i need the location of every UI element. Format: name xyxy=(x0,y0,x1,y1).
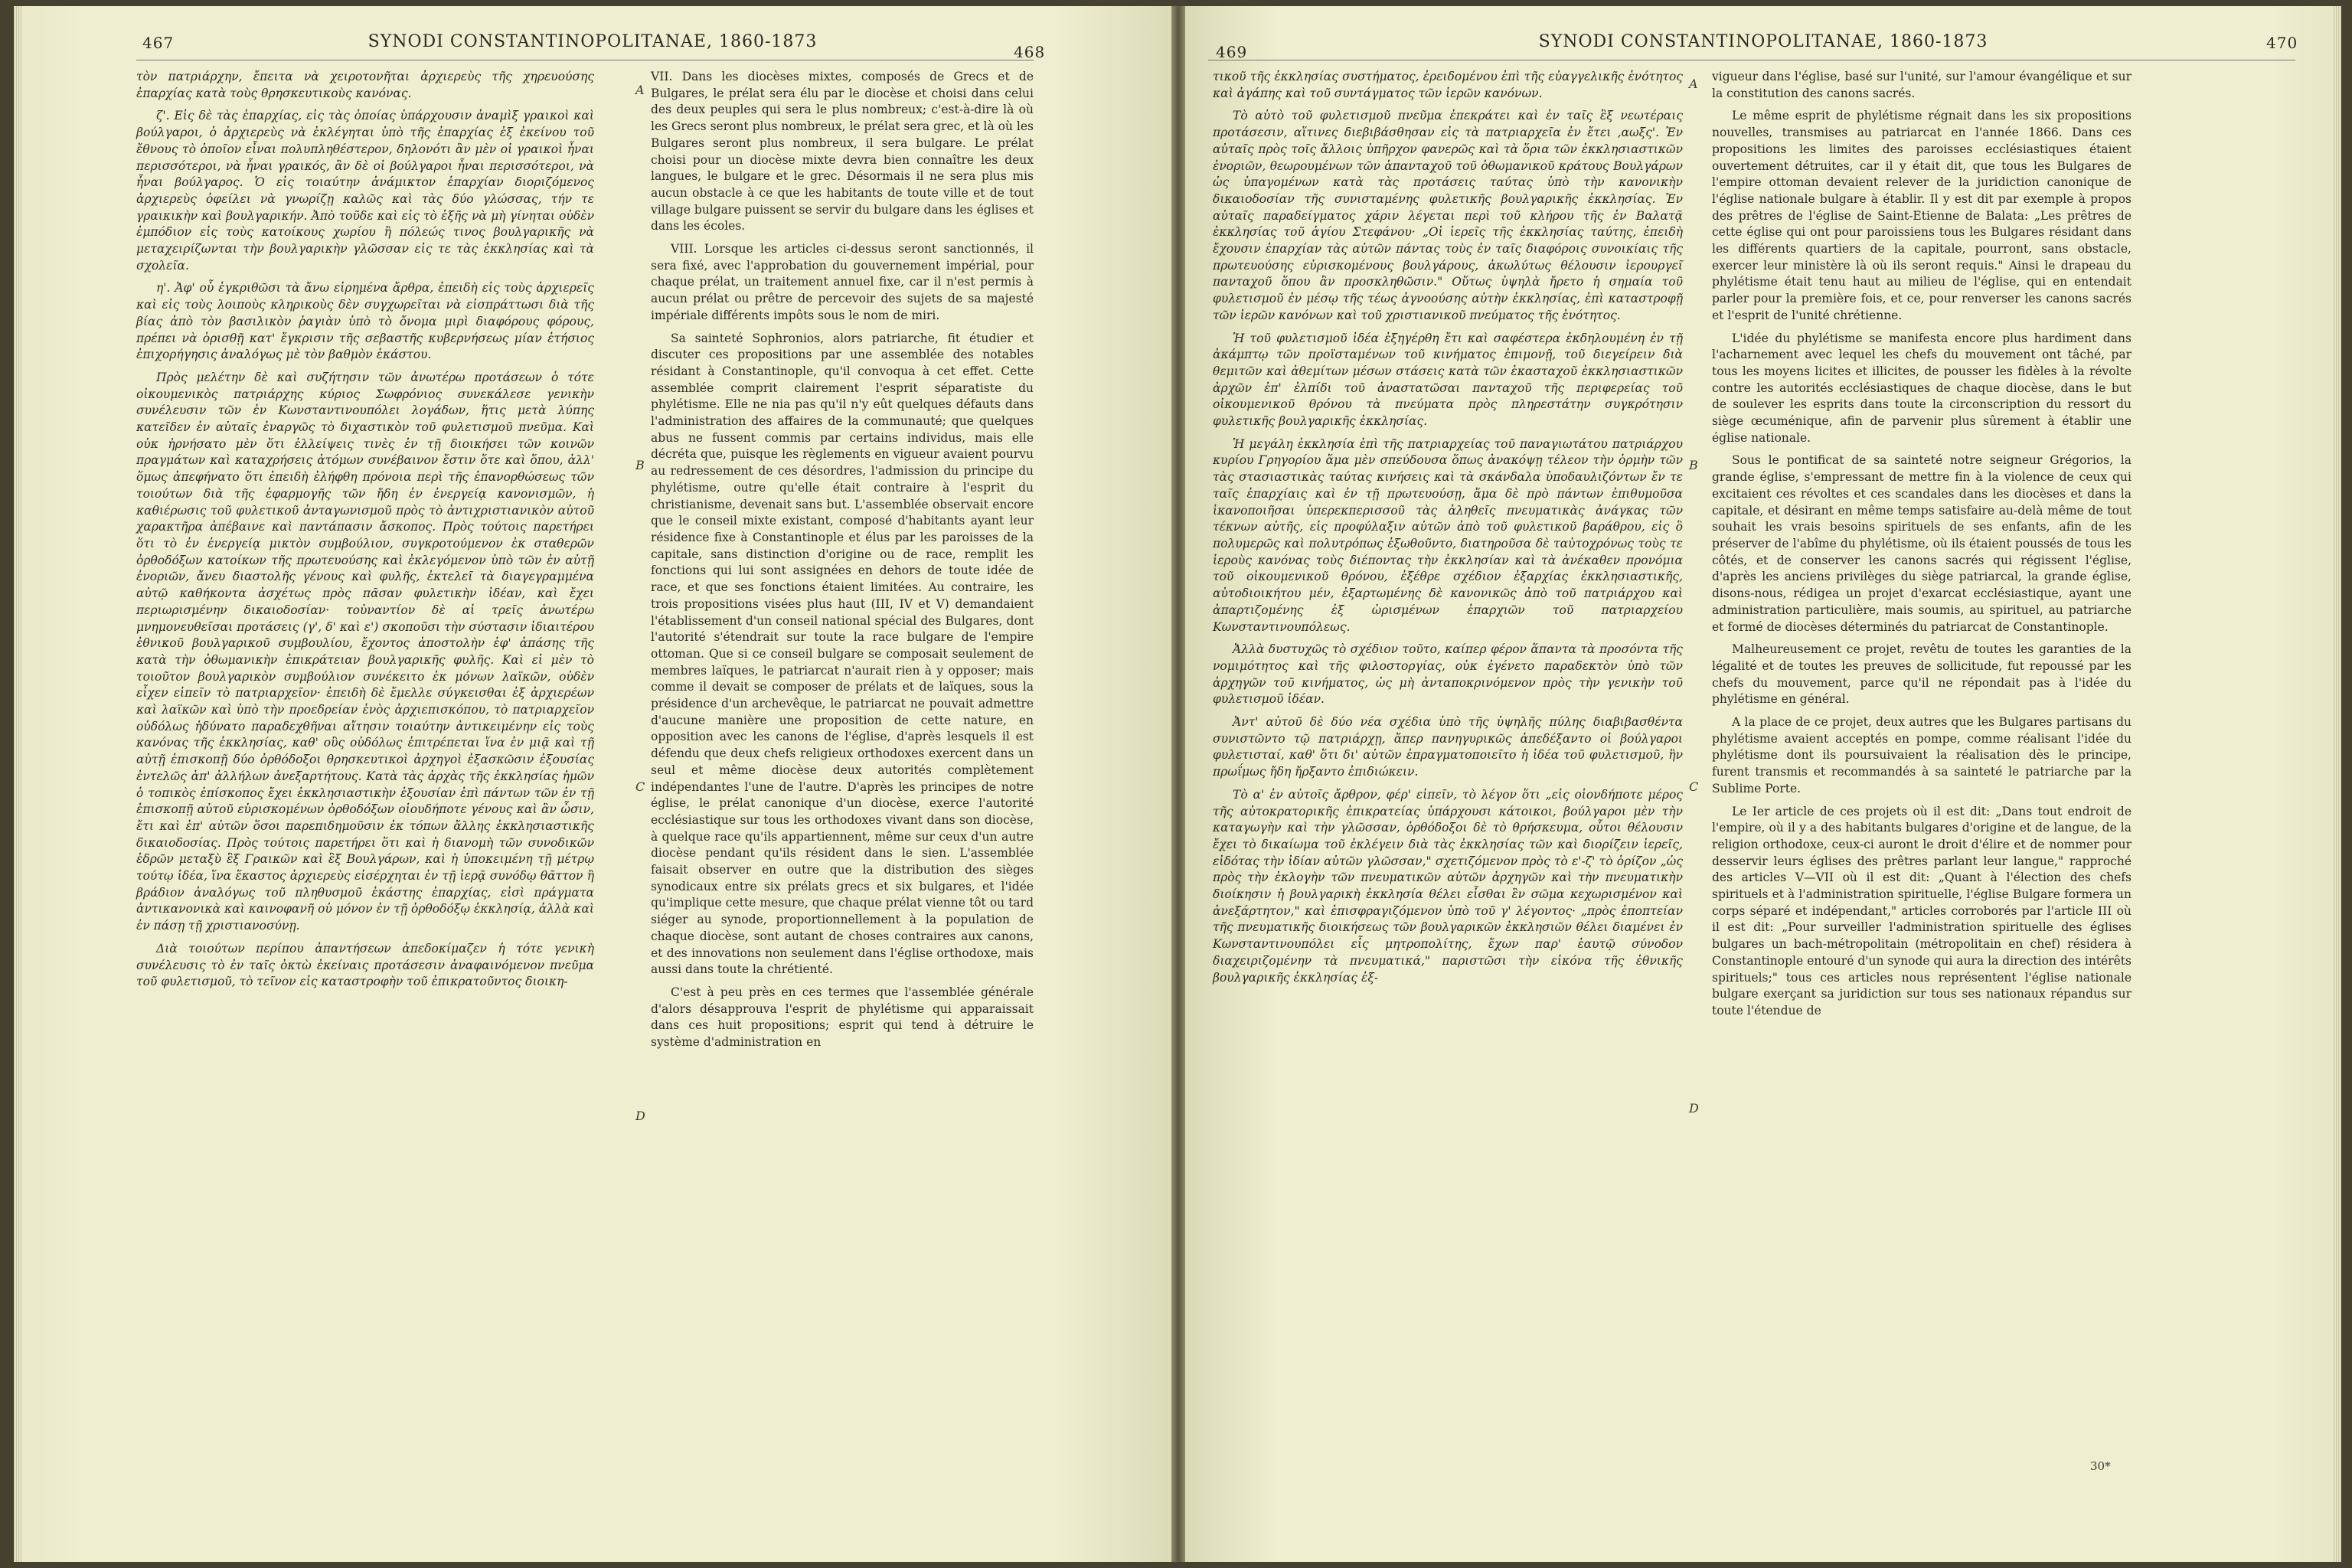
greek-paragraph: η'. Ἀφ' οὗ ἐγκριθῶσι τὰ ἄνω εἰρημένα ἄρθρα, ἐπειδὴ εἰς τοὺς ἀρχιερεῖς καὶ εἰς τοὺς λοιποὺς κληρικοὺς δὲν συγχωρεῖται νὰ εἰσπράττωσι διὰ τῆς βίας ἀπὸ τὸν βασιλικὸν ῥαγιὰν ὑπὸ τὸ ὄνομα μιρὶ διαφόρους φόρους, πρέπει νὰ ὁρισθῇ κατ' ἔγκρισιν τῆς σεβαστῆς κυβερνήσεως μίαν ἐτήσιος ἐπιχορήγησις ἀναλόγως μὲ τὸν βαθμὸν ἑκάστου. xyxy=(136,281,594,362)
french-paragraph: Le Ier article de ces projets où il est dit: „Dans tout endroit de l'empire, où il y a des habitants bulgares d'origine et de langue, de la religion orthodoxe, ceux-ci auront le droit d'élire et de nommer pour desservir leurs églises des prêtres parlant leur langue," rapproché des articles V—VII où il est dit: „Quant à l'élection des chefs spirituels et à l'administration spirituelle, l'église Bulgare formera un corps séparé et indépendant," articles corroborés par l'article III où il est dit: „Pour surveiller l'administration spirituelle des églises bulgares un bach-métropolitain (métropolitain en chef) résidera à Constantinople entouré d'un synode qui aura la direction des intérêts spirituels;" tous ces articles nous représentent l'église nationale bulgare exerçant sa juridiction sur tous ses nationaux répandus sur toute l'étendue de xyxy=(1712,804,2132,1018)
margin-marker-d: D xyxy=(1689,1101,1699,1116)
margin-marker-b: B xyxy=(635,458,645,472)
page-edge xyxy=(14,6,21,1562)
french-column xyxy=(1712,69,2132,1026)
french-paragraph: C'est à peu près en ces termes que l'assemblée générale d'alors désapprouva l'esprit de phylétisme qui apparaissait dans ces huit propositions; esprit qui tend à détruire le système d'administration en xyxy=(651,985,1034,1050)
right-page xyxy=(1185,6,2341,1562)
left-page xyxy=(14,6,1171,1562)
french-paragraph: Sous le pontificat de sa sainteté notre seigneur Grégorios, la grande église, s'empressant de mettre fin à la violence de ceux qui excitaient ces révoltes et ces scandales dans les diocèses et dans la capitale, et désirant en même temps satisfaire au-delà même de tout souhait les vrais besoins spirituels de ses enfants, afin de les préserver de l'abîme du phylétisme, où ils étaient poussés de tous les côtés, et de conserver les canons sacrés qui régissent l'église, d'après les anciens privilèges du siège patriarcal, la grande église, disons-nous, rédigea un projet d'exarcat ecclésiastique, ayant une administration particulière, mais soumis, au spirituel, au patriarche et formé de diocèses déterminés du patriarcat de Constantinople. xyxy=(1712,453,2132,634)
french-column xyxy=(651,69,1034,1057)
book-gutter xyxy=(1171,6,1185,1562)
page-edge xyxy=(2334,6,2341,1562)
greek-paragraph: τὸν πατριάρχην, ἔπειτα νὰ χειροτονῆται ἀρχιερεὺς τῆς χηρευούσης ἐπαρχίας κατὰ τοὺς θρησκευτικοὺς κανόνας. xyxy=(136,70,594,100)
french-paragraph: A la place de ce projet, deux autres que les Bulgares partisans du phylétisme avaient acceptés en pompe, comme réalisant l'idée du phylétisme dont ils poursuivaient la réalisation dès le principe, furent transmis et recommandés à sa sainteté le patriarche par la Sublime Porte. xyxy=(1712,715,2132,795)
margin-marker-a: A xyxy=(635,83,645,97)
greek-paragraph: Διὰ τοιούτων περίπου ἀπαντήσεων ἀπεδοκίμαζεν ἡ τότε γενικὴ συνέλευσις τὸ ἐν ταῖς ὀκτὼ ἐκείναις προτάσεσιν ἀναφαινόμενον πνεῦμα τοῦ φυλετισμοῦ, τὸ τεῖνον εἰς καταστροφὴν τοῦ ἐπικρατοῦντος διοικη- xyxy=(136,941,594,989)
greek-paragraph: Πρὸς μελέτην δὲ καὶ συζήτησιν τῶν ἀνωτέρω προτάσεων ὁ τότε οἰκουμενικὸς πατριάρχης κύριος Σωφρόνιος συνεκάλεσε γενικὴν συνέλευσιν τῶν ἐν Κωνσταντινουπόλει λογάδων, ἥτις μετὰ λύπης κατεῖδεν ἐν αὐταῖς ἐναργῶς τὸ διχαστικὸν τοῦ φυλετισμοῦ πνεῦμα. Καὶ οὐκ ἠρνήσατο μὲν ὅτι ἐλλείψεις τινὲς ἐν τῇ διοικήσει τῶν κοινῶν πραγμάτων καὶ καταχρήσεις ἀτόμων συνέβαινον ἔστιν ὅτε καὶ ὅπου, ἀλλ' ὅμως ἀπεφήνατο ὅτι ἐπειδὴ ἐλήφθη πρόνοια περὶ τῆς ἐπανορθώσεως τῶν τοιούτων διὰ τῆς ἐφαρμογῆς τῶν ἤδη ἐν ἐνεργείᾳ κανονισμῶν, ἡ καθιέρωσις τοῦ φυλετικοῦ ἀνταγωνισμοῦ πρὸς τὸ ἀντιχριστιανικὸν αὐτοῦ χαρακτῆρα ἀπέβαινε καὶ παντάπασιν ἄσκοπος. Πρὸς τούτοις παρετήρει ὅτι τὸ ἐν ἐνεργείᾳ μικτὸν συμβούλιον, συγκροτούμενον ἐκ σταθερῶν ὀρθοδόξων κατοίκων τῆς πρωτευούσης καὶ ἐκλεγόμενον ὑπὸ τῶν ἐν αὐτῇ ἐνοριῶν, ἄνευ διαστολῆς γένους καὶ φυλῆς, ἐκτελεῖ τὰ διαγεγραμμένα αὐτῷ καθήκοντα ἀσχέτως πρὸς πᾶσαν φυλετικὴν ἰδέαν, καὶ ἔχει περιωρισμένην δικαιοδοσίαν· τοὐναντίον δὲ αἱ τρεῖς ἀνωτέρω μνημονευθεῖσαι προτάσεις (γ', δ' καὶ ε') σκοποῦσι τὴν σύστασιν ἰδιαιτέρου ἐθνικοῦ βουλγαρικοῦ συμβουλίου, ἔχοντος ἀποστολὴν ἐφ' ἁπάσης τῆς κατὰ τὴν ὀθωμανικὴν ἐπικράτειαν βουλγαρικῆς φυλῆς. Καὶ εἰ μὲν τὸ τοιοῦτον βουλγαρικὸν συμβούλιον συνέκειτο ἐκ μόνων λαϊκῶν, οὐδὲν εἶχεν εἰπεῖν τὸ πατριαρχεῖον· ἐπειδὴ δὲ ἔμελλε σύγκεισθαι ἐξ ἀρχιερέων καὶ λαϊκῶν καὶ ὑπὸ τὴν προεδρείαν ἑνὸς ἀρχιεπισκόπου, τὸ πατριαρχεῖον οὐδόλως ἠδύνατο παραδεχθῆναι αἴτησιν τοιαύτην ἀντικειμένην εἰς τοὺς κανόνας τῆς ἐκκλησίας, καθ' οὓς οὐδόλως ἐπιτρέπεται ἵνα ἐν μιᾷ καὶ τῇ αὐτῇ ἐπισκοπῇ δύο ὀρθόδοξοι θρησκευτικοὶ ἀρχηγοὶ ἐξασκῶσιν ἐξουσίας ἐντελῶς ἀπ' ἀλλήλων ἀνεξαρτήτους. Κατὰ τὰς ἀρχὰς τῆς ἐκκλησίας ἡμῶν ὁ τοπικὸς ἐπίσκοπος ἔχει ἐκκλησιαστικὴν ἐξουσίαν ἐπὶ πάντων τῶν ἐν τῇ ἐπισκοπῇ αὐτοῦ εὑρισκομένων ὀρθοδόξων οἱουδήποτε γένους καὶ ἂν ὦσιν, ἔτι καὶ ἐπ' αὐτῶν ὅσοι παρεπιδημοῦσιν ἐκ τόπων ἄλλης ἐκκλησιαστικῆς δικαιοδοσίας. Πρὸς τούτοις παρετήρει ὅτι καὶ ἡ διανομὴ τῶν συνοδικῶν ἑδρῶν μεταξὺ ἓξ Γραικῶν καὶ ἓξ Βουλγάρων, καὶ ἡ ὑποκειμένη τῇ μέτρῳ τούτῳ ἰδέα, ἵνα ἕκαστος ἀρχιερεὺς εἰσέρχηται ἐν τῇ ἱερᾷ συνόδῳ θᾶττον ἢ βράδιον ἀναλόγως τοῦ πληθυσμοῦ ἑκάστης ἐπαρχίας, εἰσὶ πράγματα ἀντικανονικὰ καὶ καινοφανῆ οὐ μόνον ἐν τῇ ὀρθοδόξῳ ἐκκλησίᾳ, ἀλλὰ καὶ ἐν πάσῃ τῇ χριστιανοσύνῃ. xyxy=(136,370,594,933)
margin-marker-c: C xyxy=(1689,779,1699,794)
greek-paragraph: Τὸ α' ἐν αὐτοῖς ἄρθρον, φέρ' εἰπεῖν, τὸ λέγον ὅτι „εἰς οἱονδήποτε μέρος τῆς αὐτοκρατορικῆς ἐπικρατείας ὑπάρχουσι κάτοικοι, βούλγαροι μὲν τὴν καταγωγὴν καὶ τὴν γλῶσσαν, ὀρθόδοξοι δὲ τὸ θρήσκευμα, οὗτοι θέλουσιν ἔχει τὸ δικαίωμα τοῦ ἐκλέγειν διὰ τὰς ἐκκλησίας τῶν καὶ διορίζειν ἱερεῖς, εἰδότας τὴν ἰδίαν αὐτῶν γλῶσσαν," σχετιζόμενον πρὸς τὸ ε'-ζ' τὸ ὁρίζον „ὡς πρὸς τὴν ἐκλογὴν τῶν πνευματικῶν αὐτῶν ἀρχηγῶν καὶ τὴν πνευματικὴν διοίκησιν ἡ βουλγαρικὴ ἐκκλησία θέλει εἶσθαι ἓν σῶμα κεχωρισμένον καὶ ἀνεξάρτητον," καὶ ἐπισφραγιζόμενον ὑπὸ τοῦ γ' λέγοντος· „πρὸς ἐποπτείαν τῆς πνευματικῆς διοικήσεως τῶν βουλγαρικῶν ἐκκλησιῶν θέλει διαμένει ἐν Κωνσταντινουπόλει εἷς μητροπολίτης, ἔχων παρ' ἑαυτῷ σύνοδον διαχειριζομένην τὰ πνευματικά," παριστῶσι τὴν εἰκόνα τῆς ἐθνικῆς βουλγαρικῆς ἐκκλησίας ἐξ- xyxy=(1213,787,1683,985)
french-paragraph: L'idée du phylétisme se manifesta encore plus hardiment dans l'acharnement avec lequel les chefs du mouvement ont tâché, par tous les moyens licites et illicites, de pousser les fidèles à la révolte contre les autorités ecclésiastiques de chaque diocèse, dans le but de soulever les esprits dans toute la circonscription du ressort du siège œcuménique, afin de parvenir plus sûrement à établir une église nationale. xyxy=(1712,331,2132,445)
right-page-header xyxy=(1185,28,2341,61)
margin-marker-b: B xyxy=(1689,458,1698,472)
greek-paragraph: Τὸ αὐτὸ τοῦ φυλετισμοῦ πνεῦμα ἐπεκράτει καὶ ἐν ταῖς ἓξ νεωτέραις προτάσεσιν, αἵτινες διεβιβάσθησαν εἰς τὰ πατριαρχεῖα ἐν ἔτει ‚αωξς'. Ἐν αὐταῖς πρὸς τοῖς ἄλλοις ὑπῆρχον φανερῶς καὶ τὰ ὅρια τῶν ἐκκλησιαστικῶν ἐνοριῶν, θεωρουμένων τῶν ἁπανταχοῦ τοῦ ὀθωμανικοῦ κράτους Βουλγάρων ὡς ὑπαγομένων κατὰ τὰς προτάσεις ταύτας ὑπὸ τὴν κανονικὴν δικαιοδοσίαν τῆς συνισταμένης φυλετικῆς βουλγαρικῆς ἐκκλησίας. Ἐν αὐταῖς παραδείγματος χάριν λέγεται περὶ τοῦ κλήρου τῆς ἐν Βαλατᾷ ἐκκλησίας τοῦ ἁγίου Στεφάνου· „Οἱ ἱερεῖς τῆς ἐκκλησίας ταύτης, ἐπειδὴ ἔχουσιν ἐπαρχίαν τὰς αὐτῶν πάντας τοὺς ἐν ταῖς διαφόροις συνοικίαις τῆς πρωτευούσης εὑρισκομένους βουλγάρους, ἀκωλύτως θέλουσιν ἱερουργεῖ πανταχοῦ ὅπου ἂν προσκληθῶσιν." Οὕτως ὑψηλὰ ἤρετο ἡ σημαία τοῦ φυλετισμοῦ ἐν μέσῳ τῆς τέως ἀγνοούσης αὐτὴν ἐκκλησίας, ἐπὶ καταστροφῇ τῶν ἱερῶν κανόνων καὶ τοῦ χριστιανικοῦ πνεύματος τῆς ἑνότητος. xyxy=(1213,109,1683,322)
running-title: SYNODI CONSTANTINOPOLITANAE, 1860-1873 xyxy=(368,32,818,51)
margin-marker-c: C xyxy=(635,779,645,794)
left-page-header xyxy=(14,28,1171,61)
greek-paragraph: ζ'. Εἰς δὲ τὰς ἐπαρχίας, εἰς τὰς ὁποίας ὑπάρχουσιν ἀναμὶξ γραικοὶ καὶ βούλγαροι, ὁ ἀρχιερεὺς νὰ ἐκλέγηται ὑπὸ τῆς ἐπαρχίας ἐξ ἐκείνου τοῦ ἔθνους τὸ ὁποῖον εἶναι πολυπληθέστερον, δηλονότι ἂν μὲν οἱ γραικοὶ ἦναι περισσότεροι, νὰ ἦναι γραικός, ἂν δὲ οἱ βούλγαροι ἦναι περισσότεροι, νὰ ἦναι βούλγαρος. Ὁ εἰς τοιαύτην ἀνάμικτον ἐπαρχίαν διοριζόμενος ἀρχιερεὺς ὀφείλει νὰ γνωρίζῃ καλῶς καὶ τὰς δύο γλώσσας, τήν τε γραικικὴν καὶ βουλγαρικήν. Ἀπὸ τοῦδε καὶ εἰς τὸ ἑξῆς νὰ μὴ γίνηται οὐδὲν ἐμπόδιον εἰς τοὺς κατοίκους χωρίου ἢ πόλεώς τινος βουλγαρικῆς νὰ μεταχειρίζωνται τὴν βουλγαρικὴν γλῶσσαν εἰς τε τὰς ἐκκλησίας καὶ τὰ σχολεῖα. xyxy=(136,109,594,273)
page-number-470: 470 xyxy=(2266,34,2298,52)
greek-paragraph: Ἀλλὰ δυστυχῶς τὸ σχέδιον τοῦτο, καίπερ φέρον ἅπαντα τὰ προσόντα τῆς νομιμότητος καὶ τῆς φιλοστοργίας, οὐκ ἐγένετο παραδεκτὸν ὑπὸ τῶν ἀρχηγῶν τοῦ κινήματος, ὡς μὴ ἀνταποκρινόμενον πρὸς τὴν γενικὴν τοῦ φυλετισμοῦ ἰδέαν. xyxy=(1213,642,1683,707)
greek-paragraph: Ἡ τοῦ φυλετισμοῦ ἰδέα ἐξηγέρθη ἔτι καὶ σαφέστερα ἐκδηλουμένη ἐν τῇ ἀκάμπτῳ τῶν προϊσταμένων τοῦ κινήματος ἐπιμονῇ, τοῦ διεγείρειν διὰ θεμιτῶν καὶ ἀθεμίτων μέσων στάσεις κατὰ τῶν ἑκασταχοῦ ἐκκλησιαστικῶν ἀρχῶν ἐπ' ἐλπίδι τοῦ ἀναστατῶσαι πανταχοῦ τῆς περιφερείας τοῦ οἰκουμενικοῦ θρόνου τὰ πνεύματα πρὸς πληρεστάτην συγκρότησιν φυλετικῆς βουλγαρικῆς ἐκκλησίας. xyxy=(1213,331,1683,429)
running-title: SYNODI CONSTANTINOPOLITANAE, 1860-1873 xyxy=(1538,32,1988,51)
page-number-469: 469 xyxy=(1216,43,1248,61)
french-paragraph: VIII. Lorsque les articles ci-dessus seront sanctionnés, il sera fixé, avec l'approbation du gouvernement impérial, pour chaque prélat, un traitement annuel fixe, car il n'est permis à aucun prélat ou prêtre de percevoir des sujets de sa majesté impériale différents impôts sous le nom de miri. xyxy=(651,242,1034,322)
greek-paragraph: τικοῦ τῆς ἐκκλησίας συστήματος, ἐρειδομένου ἐπὶ τῆς εὐαγγελικῆς ἑνότητος καὶ ἀγάπης καὶ τοῦ συντάγματος τῶν ἱερῶν κανόνων. xyxy=(1213,70,1683,100)
greek-paragraph: Ἡ μεγάλη ἐκκλησία ἐπὶ τῆς πατριαρχείας τοῦ παναγιωτάτου πατριάρχου κυρίου Γρηγορίου ἅμα μὲν σπεύδουσα ὅπως ἀνακόψῃ τέλεον τὴν ὁρμὴν τῶν τὰς στασιαστικὰς ταύτας κινήσεις καὶ τὰ σκάνδαλα ὑποδαυλιζόντων ἔν τε ταῖς ἐπαρχίαις καὶ ἐν τῇ πρωτευούσῃ, ἅμα δὲ πρὸ πάντων ἐπιθυμοῦσα ἱκανοποιῆσαι ὑπερεκπερισσοῦ τὰς ἀληθεῖς πνευματικὰς ἀνάγκας τῶν τέκνων αὐτῆς, εἰς προφύλαξιν αὐτῶν ἀπὸ τοῦ φυλετικοῦ βαράθρου, εἰς ὃ πολυμερῶς καὶ πολυτρόπως ἐξωθοῦντο, διατηροῦσα δὲ ταὐτοχρόνως τοὺς τε ἱεροὺς κανόνας τοὺς διέποντας τὴν ἐκκλησίαν καὶ τὰ ἀνέκαθεν προνόμια τοῦ οἰκουμενικοῦ θρόνου, ἐξέθρε σχέδιον ἐξαρχίας ἐκκλησιαστικῆς, αὐτοδιοικήτου μέν, ἐξαρτωμένης δὲ κανονικῶς ἀπὸ τοῦ πατριάρχου καὶ ἀπαρτιζομένης ἐξ ὡρισμένων ἐπαρχιῶν τοῦ πατριαρχείου Κωνσταντινουπόλεως. xyxy=(1213,436,1683,634)
greek-column xyxy=(136,69,594,997)
greek-paragraph: Ἀντ' αὐτοῦ δὲ δύο νέα σχέδια ὑπὸ τῆς ὑψηλῆς πύλης διαβιβασθέντα συνιστῶντο τῷ πατριάρχῃ, ἅπερ πανηγυρικῶς ἀπεδέξαντο οἱ βούλγαροι φυλετισταί, καθ' ὅτι δι' αὐτῶν ἐπραγματοποιεῖτο ἡ ἰδέα τοῦ φυλετισμοῦ, ἣν πρωΐμως ἤδη ἤρξαντο ἐπιδιώκειν. xyxy=(1213,715,1683,779)
french-paragraph: Malheureusement ce projet, revêtu de toutes les garanties de la légalité et de toutes les preuves de sollicitude, fut repoussé par les chefs du mouvement, parce qu'il ne répondait pas à l'idée du phylétisme en général. xyxy=(1712,642,2132,707)
page-number-467: 467 xyxy=(142,34,175,52)
french-paragraph: vigueur dans l'église, basé sur l'unité, sur l'amour évangélique et sur la constitution des canons sacrés. xyxy=(1712,70,2132,100)
margin-marker-d: D xyxy=(635,1109,645,1123)
margin-marker-a: A xyxy=(1689,77,1698,91)
signature-mark: 30* xyxy=(2090,1459,2111,1473)
page-number-468: 468 xyxy=(1014,43,1046,61)
book-spread xyxy=(14,6,2341,1562)
french-paragraph: Sa sainteté Sophronios, alors patriarche, fit étudier et discuter ces propositions par une assemblée des notables résidant à Constantinople, qu'il convoqua à cet effet. Cette assemblée comprit clairement l'esprit séparatiste du phylétisme. Elle ne nia pas qu'il n'y eût quelques défauts dans l'administration des affaires de la communauté; que quelques abus ne fussent commis par certains individus, mais elle décréta que, puisque les règlements en vigueur avaient pourvu au redressement de ces désordres, l'admission du principe du phylétisme, outre qu'elle était contraire à l'esprit du christianisme, devenait sans but. L'assemblée observait encore que le conseil mixte existant, composé d'habitants ayant leur résidence fixe à Constantinople et élus par les paroisses de la capitale, sans distinction d'origine ou de race, remplit les fonctions qui lui sont assignées en dehors de toute idée de race, et que ses fonctions étaient limitées. Au contraire, les trois propositions visées plus haut (III, IV et V) demandaient l'établissement d'un conseil national spécial des Bulgares, dont l'autorité s'étendrait sur toute la race bulgare de l'empire ottoman. Que si ce conseil bulgare se composait seulement de membres laïques, le patriarcat n'aurait rien à y opposer; mais comme il devait se composer de prélats et de laïques, sous la présidence d'un archevêque, le patriarcat ne pouvait admettre d'aucune manière une proposition de cette nature, en opposition avec les canons de l'église, d'après lesquels il est défendu que deux chefs religieux orthodoxes exercent dans un seul et même diocèse deux autorités complètement indépendantes l'une de l'autre. D'après les principes de notre église, le prélat canonique d'un diocèse, exerce l'autorité ecclésiastique sur tous les orthodoxes vivant dans son diocèse, à quelque race qu'ils appartiennent, même sur ceux d'un autre diocèse pendant qu'ils résident dans le sien. L'assemblée faisait observer en outre que la distribution des sièges synodicaux entre six prélats grecs et six bulgares, et l'idée qu'implique cette mesure, que chaque prélat vienne tôt ou tard siéger au synode, proportionnellement à la population de chaque diocèse, sont autant de choses contraires aux canons, et des innovations non seulement dans l'église orthodoxe, mais aussi dans toute la chrétienté. xyxy=(651,331,1034,977)
greek-column xyxy=(1213,69,1683,992)
french-paragraph: Le même esprit de phylétisme régnait dans les six propositions nouvelles, transmises au patriarcat en l'année 1866. Dans ces propositions les limites des paroisses ecclésiastiques étaient ouvertement détruites, car il y était dit, que tous les Bulgares de l'empire ottoman devaient relever de la juridiction canonique de l'église nationale bulgare à établir. Il y est dit par exemple à propos des prêtres de l'église de Saint-Etienne de Balata: „Les prêtres de cette église qui ont pour paroissiens tous les Bulgares résidant dans les différents quartiers de la capitale, pourront, sans obstacle, exercer leur ministère là où ils seront requis." Ainsi le drapeau du phylétisme était tenu haut au milieu de l'église, qui en entendait parler pour la première fois, et ce, pour renverser les canons sacrés et l'esprit de l'unité chrétienne. xyxy=(1712,109,2132,322)
french-paragraph: VII. Dans les diocèses mixtes, composés de Grecs et de Bulgares, le prélat sera élu par le diocèse et choisi dans celui des deux peuples qui sera le plus nombreux; c'est-à-dire là où les Grecs seront plus nombreux, le prélat sera grec, et là où les Bulgares seront plus nombreux, il sera bulgare. Le prélat choisi pour un diocèse mixte devra bien connaître les deux langues, le bulgare et le grec. Désormais il ne sera plus mis aucun obstacle à ce que les habitants de toute ville et de tout village bulgare puissent se servir du bulgare dans les églises et dans les écoles. xyxy=(651,70,1034,234)
